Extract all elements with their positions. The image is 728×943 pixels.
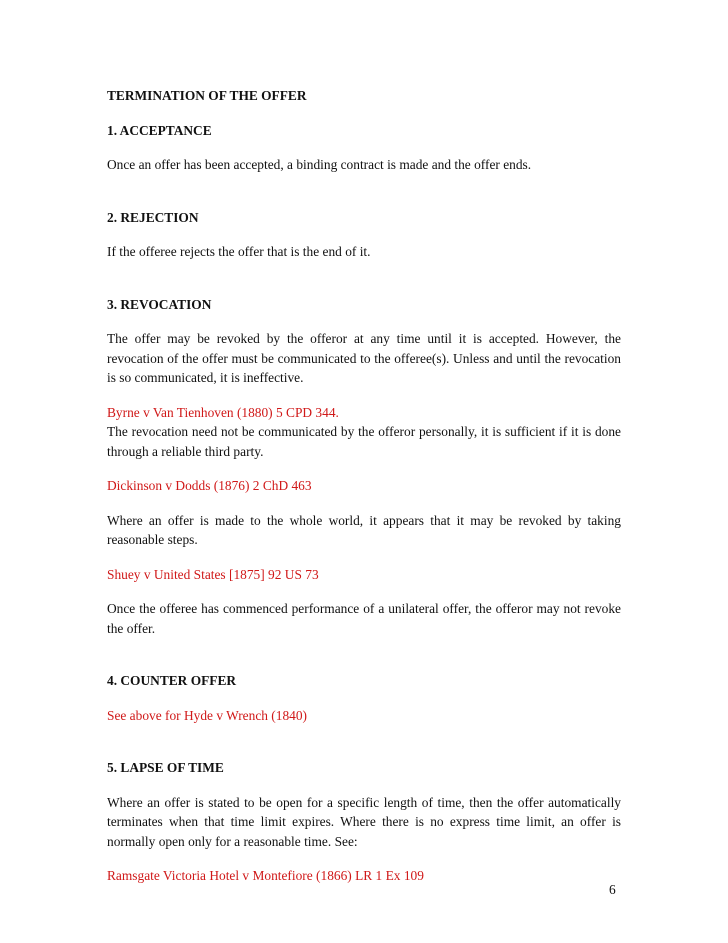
acceptance-paragraph: Once an offer has been accepted, a binding contract is made and the offer ends.	[107, 157, 532, 172]
revocation-whole-world-paragraph: Where an offer is made to the whole world, it appears that it may be revoked by taking reasonable steps.	[107, 512, 621, 547]
page-number: 6	[609, 882, 616, 897]
case-citation-ramsgate: Ramsgate Victoria Hotel v Montefiore (1866) LR 1 Ex 109	[107, 868, 424, 883]
rejection-paragraph: If the offeree rejects the offer that is the end of it.	[107, 244, 371, 259]
section-heading-counter-offer: 4. COUNTER OFFER	[107, 673, 237, 688]
revocation-paragraph: The offer may be revoked by the offeror at any time until it is accepted. However, the revocation of the offer must be communicated to the offeree(s). Unless and until the revocation is so communicated, it is ineffective.	[107, 331, 621, 385]
section-heading-rejection: 2. REJECTION	[107, 209, 199, 225]
section-heading-acceptance: 1. ACCEPTANCE	[107, 122, 212, 138]
section-heading-lapse-of-time: 5. LAPSE OF TIME	[107, 760, 224, 775]
case-citation-shuey: Shuey v United States [1875] 92 US 73	[107, 566, 319, 582]
lapse-of-time-paragraph: Where an offer is stated to be open for a specific length of time, then the offer automatically terminates when that time limit expires. Where there is no express time limit, an offer is normally open only for a reasonable time. See:	[107, 794, 621, 849]
document-title: TERMINATION OF THE OFFER	[107, 88, 307, 103]
revocation-third-party-paragraph: The revocation need not be communicated by the offeror personally, it is sufficient if it is done through a reliable third party.	[107, 424, 621, 459]
revocation-unilateral-paragraph: Once the offeree has commenced performance of a unilateral offer, the offeror may not revoke the offer.	[107, 601, 621, 636]
document-page	[107, 86, 621, 886]
section-heading-revocation: 3. REVOCATION	[107, 296, 212, 312]
case-citation-byrne: Byrne v Van Tienhoven (1880) 5 CPD 344.	[107, 404, 339, 420]
case-citation-hyde: See above for Hyde v Wrench (1840)	[107, 707, 308, 723]
case-citation-dickinson: Dickinson v Dodds (1876) 2 ChD 463	[107, 478, 312, 493]
